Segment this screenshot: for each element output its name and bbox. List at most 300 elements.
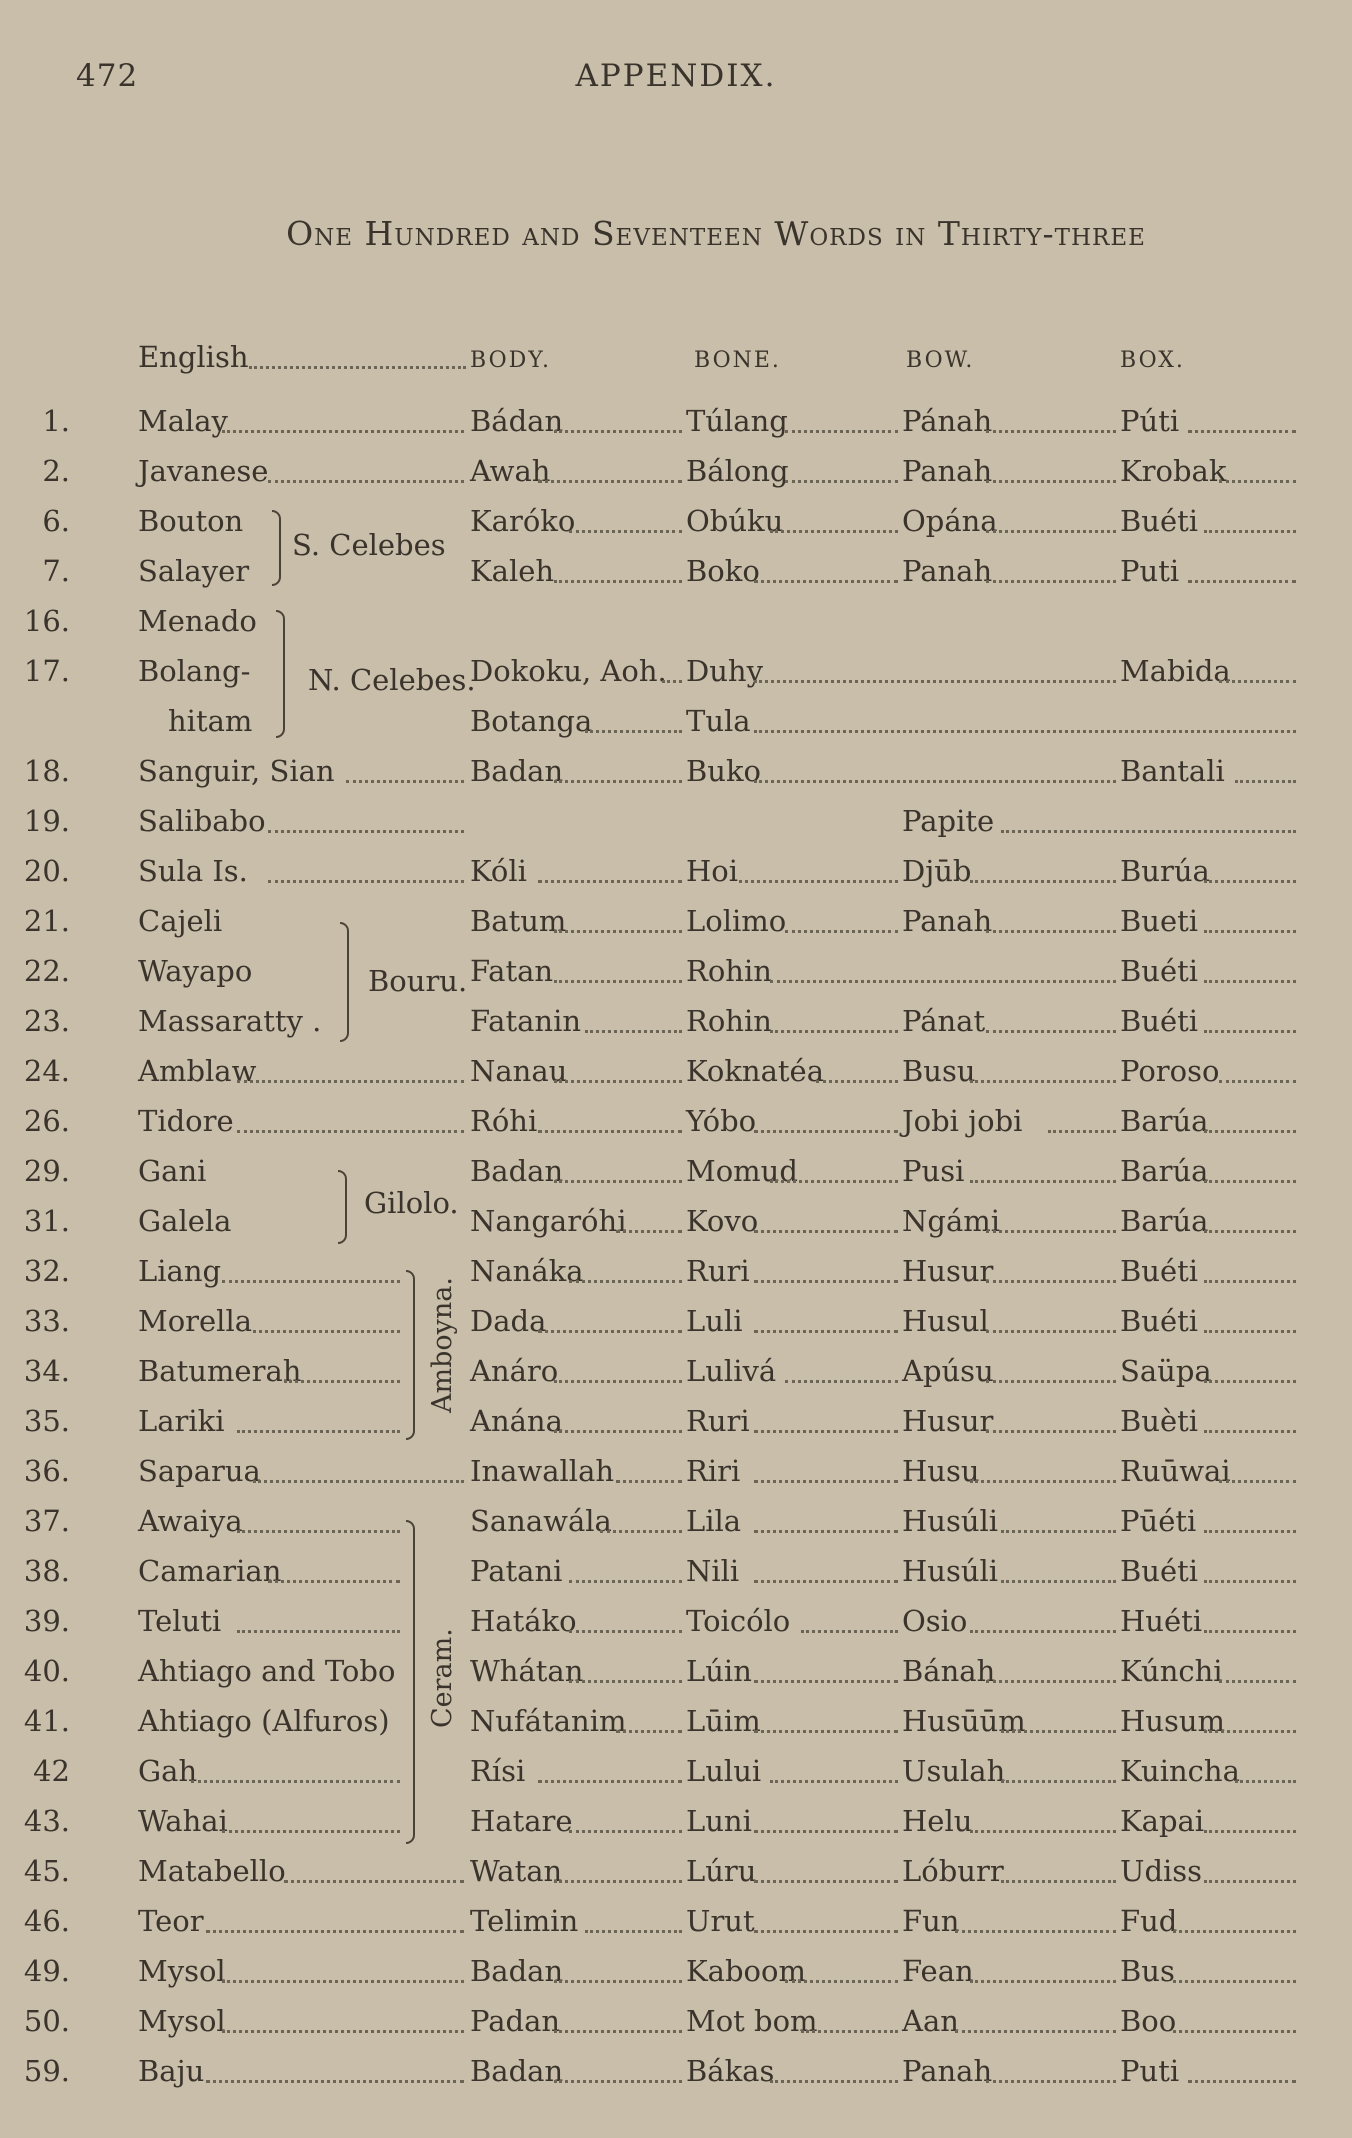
box-word: Udiss xyxy=(1120,1854,1203,1888)
dot-leader xyxy=(585,1926,683,1933)
language-name: Bolang- xyxy=(138,654,251,688)
ceram-label: Ceram. xyxy=(427,1628,458,1728)
body-word: Nufátanim xyxy=(470,1704,627,1738)
column-header-english: English xyxy=(138,340,249,374)
bow-word: Bánah xyxy=(902,1654,996,1688)
box-word: Kapai xyxy=(1120,1804,1205,1838)
bone-word: Luli xyxy=(686,1304,743,1338)
row-number: 23. xyxy=(23,1004,70,1038)
dot-leader xyxy=(785,1376,898,1383)
body-word: Anána xyxy=(470,1404,563,1438)
dot-leader xyxy=(1204,876,1297,883)
dot-leader xyxy=(222,2026,465,2033)
box-word: Kuincha xyxy=(1120,1754,1240,1788)
dot-leader xyxy=(284,1376,401,1383)
bone-word: Lūim xyxy=(686,1704,761,1738)
row-number: 26. xyxy=(23,1104,70,1138)
dot-leader xyxy=(1219,1076,1296,1083)
row-number: 46. xyxy=(23,1904,70,1938)
row-number: 21. xyxy=(23,904,70,938)
language-name: Gani xyxy=(138,1154,207,1188)
bone-word: Kaboom xyxy=(686,1954,806,1988)
bone-word: Buko xyxy=(686,754,762,788)
bone-word: Duhy xyxy=(686,654,763,688)
box-word: Puti xyxy=(1120,554,1180,588)
row-number: 31. xyxy=(23,1204,70,1238)
dot-leader xyxy=(600,1526,682,1533)
language-name: Gah xyxy=(138,1754,198,1788)
language-name: Wahai xyxy=(138,1804,228,1838)
row-number: 40. xyxy=(23,1654,70,1688)
gilolo-brace xyxy=(338,1170,347,1244)
dot-leader xyxy=(569,1826,682,1833)
row-number: 1. xyxy=(42,404,70,438)
bow-word: Papite xyxy=(902,804,995,838)
dot-leader xyxy=(986,526,1117,533)
bone-word: Luni xyxy=(686,1804,752,1838)
dot-leader xyxy=(616,1476,683,1483)
box-word: Husum xyxy=(1120,1704,1226,1738)
box-word: Boo xyxy=(1120,2004,1177,2038)
box-word: Burúa xyxy=(1120,854,1210,888)
dot-leader xyxy=(222,426,465,433)
bone-word: Lúru xyxy=(686,1854,757,1888)
dot-leader xyxy=(1188,2076,1296,2083)
dot-leader xyxy=(986,926,1117,933)
dot-leader xyxy=(754,1876,898,1883)
language-name: Galela xyxy=(138,1204,232,1238)
dot-leader xyxy=(1204,1376,1297,1383)
dot-leader xyxy=(754,1826,898,1833)
dot-leader xyxy=(986,1276,1117,1283)
dot-leader xyxy=(1204,1876,1297,1883)
row-number: 36. xyxy=(23,1454,70,1488)
dot-leader xyxy=(268,1576,400,1583)
box-word: Buéti xyxy=(1120,1554,1199,1588)
dot-leader xyxy=(986,2076,1117,2083)
row-number: 18. xyxy=(23,754,70,788)
dot-leader xyxy=(1188,576,1296,583)
dot-leader xyxy=(770,1176,899,1183)
running-head: APPENDIX. xyxy=(575,58,777,94)
bow-word: Pánah xyxy=(902,404,993,438)
dot-leader xyxy=(554,1076,683,1083)
ceram-brace xyxy=(406,1520,415,1844)
dot-leader xyxy=(554,1426,683,1433)
row-number: 20. xyxy=(23,854,70,888)
dot-leader xyxy=(770,1776,899,1783)
column-header-bow: BOW. xyxy=(906,348,975,373)
language-name: Morella xyxy=(138,1304,253,1338)
bow-word: Husu xyxy=(902,1454,980,1488)
bow-word: Fean xyxy=(902,1954,974,1988)
dot-leader xyxy=(785,926,898,933)
body-word: Whátan xyxy=(470,1654,584,1688)
s-celebes-brace xyxy=(272,510,281,586)
box-word: Saüpa xyxy=(1120,1354,1212,1388)
row-number: 41. xyxy=(23,1704,70,1738)
bow-word: Jobi jobi xyxy=(902,1104,1023,1138)
language-name: Malay xyxy=(138,404,228,438)
row-number: 45. xyxy=(23,1854,70,1888)
body-word: Rísi xyxy=(470,1754,526,1788)
bone-word: Urut xyxy=(686,1904,755,1938)
row-number: 59. xyxy=(23,2054,70,2088)
bow-word: Lóburr xyxy=(902,1854,1004,1888)
dot-leader xyxy=(538,1776,682,1783)
bone-word: Mot bom xyxy=(686,2004,818,2038)
dot-leader xyxy=(237,1426,400,1433)
language-name: Tidore xyxy=(138,1104,234,1138)
body-word: Badan xyxy=(470,1954,564,1988)
bow-word: Aan xyxy=(902,2004,959,2038)
dot-leader xyxy=(770,526,899,533)
bone-word: Hoi xyxy=(686,854,739,888)
bone-word: Momud xyxy=(686,1154,798,1188)
body-word: Nanáka xyxy=(470,1254,584,1288)
dot-leader xyxy=(554,926,683,933)
dot-leader xyxy=(754,1476,898,1483)
body-word: Batum xyxy=(470,904,567,938)
body-word: Hatare xyxy=(470,1804,573,1838)
body-word: Padan xyxy=(470,2004,561,2038)
bow-word: Husur xyxy=(902,1254,994,1288)
dot-leader xyxy=(754,1676,898,1683)
dot-leader xyxy=(1001,826,1296,833)
dot-leader xyxy=(1204,1126,1297,1133)
bow-word: Husúli xyxy=(902,1554,999,1588)
dot-leader xyxy=(237,1626,400,1633)
row-number: 43. xyxy=(23,1804,70,1838)
language-name: Teor xyxy=(138,1904,204,1938)
row-number: 33. xyxy=(23,1304,70,1338)
bow-word: Apúsu xyxy=(902,1354,994,1388)
dot-leader xyxy=(569,1576,682,1583)
body-word: Kóli xyxy=(470,854,527,888)
dot-leader xyxy=(191,1776,401,1783)
box-word: Buéti xyxy=(1120,1304,1199,1338)
dot-leader xyxy=(538,876,682,883)
dot-leader xyxy=(569,526,682,533)
bone-word: Lúin xyxy=(686,1654,752,1688)
dot-leader xyxy=(569,1276,682,1283)
row-number: 29. xyxy=(23,1154,70,1188)
box-word: Fud xyxy=(1120,1904,1178,1938)
dot-leader xyxy=(1173,1976,1297,1983)
row-number: 6. xyxy=(42,504,70,538)
language-name: Menado xyxy=(138,604,257,638)
bone-word: Kovo xyxy=(686,1204,759,1238)
row-number: 2. xyxy=(42,454,70,488)
box-word: Buéti xyxy=(1120,954,1199,988)
bow-word: Pusi xyxy=(902,1154,965,1188)
box-word: Buéti xyxy=(1120,504,1199,538)
dot-leader xyxy=(662,676,682,683)
row-number: 38. xyxy=(23,1554,70,1588)
dot-leader xyxy=(801,1626,899,1633)
dot-leader xyxy=(1173,2026,1297,2033)
s-celebes-label: S. Celebes xyxy=(292,528,446,562)
bone-word: Tula xyxy=(686,704,751,738)
dot-leader xyxy=(1188,426,1296,433)
bow-word: Panah xyxy=(902,554,993,588)
language-name: Baju xyxy=(138,2054,205,2088)
bone-word: Ruri xyxy=(686,1254,750,1288)
box-word: Púti xyxy=(1120,404,1180,438)
box-word: Ruūwai xyxy=(1120,1454,1231,1488)
dot-leader xyxy=(1204,1826,1297,1833)
box-word: Krobak xyxy=(1120,454,1227,488)
bow-word: Panah xyxy=(902,904,993,938)
body-word: Badan xyxy=(470,1154,564,1188)
dot-leader xyxy=(754,1126,898,1133)
dot-leader xyxy=(970,876,1116,883)
dot-leader xyxy=(754,1526,898,1533)
box-word: Kúnchi xyxy=(1120,1654,1223,1688)
language-name: Massaratty . xyxy=(138,1004,322,1038)
column-header-box: BOX. xyxy=(1120,348,1185,373)
dot-leader xyxy=(538,1326,682,1333)
dot-leader xyxy=(816,1076,898,1083)
body-word: Róhi xyxy=(470,1104,538,1138)
dot-leader xyxy=(785,426,898,433)
bone-word: Lila xyxy=(686,1504,742,1538)
body-word: Fatanin xyxy=(470,1004,582,1038)
bone-word: Rohin xyxy=(686,954,772,988)
box-word: Puti xyxy=(1120,2054,1180,2088)
page-number: 472 xyxy=(76,58,139,94)
box-word: Buèti xyxy=(1120,1404,1199,1438)
bow-word: Osio xyxy=(902,1604,968,1638)
dot-leader xyxy=(1219,1476,1296,1483)
table-title: One Hundred and Seventeen Words in Thirty-three xyxy=(286,214,1146,253)
language-name: Cajeli xyxy=(138,904,223,938)
dot-leader xyxy=(253,1326,401,1333)
body-word: Karóko xyxy=(470,504,576,538)
body-word: Dada xyxy=(470,1304,547,1338)
dot-leader xyxy=(1204,1526,1297,1533)
language-name: Teluti xyxy=(138,1604,222,1638)
dot-leader xyxy=(955,1926,1117,1933)
dot-leader xyxy=(554,1976,683,1983)
bow-word: Panah xyxy=(902,2054,993,2088)
dot-leader xyxy=(970,1176,1116,1183)
body-word: Telimin xyxy=(470,1904,579,1938)
dot-leader xyxy=(554,1176,683,1183)
bouru-brace xyxy=(340,922,349,1042)
dot-leader xyxy=(754,776,1116,783)
body-word: Kaleh xyxy=(470,554,555,588)
dot-leader xyxy=(585,1026,683,1033)
dot-leader xyxy=(1173,1926,1297,1933)
body-word: Badan xyxy=(470,754,564,788)
row-number: 19. xyxy=(23,804,70,838)
box-word: Barúa xyxy=(1120,1104,1209,1138)
dot-leader xyxy=(1235,1776,1297,1783)
row-number: 17. xyxy=(23,654,70,688)
language-name: Ahtiago and Tobo xyxy=(138,1654,396,1688)
dot-leader xyxy=(970,1476,1116,1483)
gilolo-label: Gilolo. xyxy=(364,1186,459,1220)
dot-leader xyxy=(754,676,1116,683)
column-header-bone: BONE. xyxy=(694,348,781,373)
body-word: Sanawála xyxy=(470,1504,612,1538)
body-word: Fatan xyxy=(470,954,554,988)
dot-leader xyxy=(538,476,682,483)
row-number: 32. xyxy=(23,1254,70,1288)
dot-leader xyxy=(754,1576,898,1583)
language-name: Javanese xyxy=(138,454,269,488)
dot-leader xyxy=(1204,1276,1297,1283)
dot-leader xyxy=(569,1626,682,1633)
row-number: 34. xyxy=(23,1354,70,1388)
dot-leader xyxy=(268,876,464,883)
amboyna-brace xyxy=(406,1270,415,1440)
dot-leader xyxy=(986,1426,1117,1433)
box-word: Poroso xyxy=(1120,1054,1220,1088)
box-word: Barúa xyxy=(1120,1154,1209,1188)
dot-leader xyxy=(1219,676,1296,683)
row-number: 24. xyxy=(23,1054,70,1088)
dot-leader xyxy=(955,2026,1117,2033)
dot-leader xyxy=(1204,1726,1297,1733)
bouru-label: Bouru. xyxy=(368,964,468,998)
dot-leader xyxy=(1204,976,1297,983)
box-word: Pūéti xyxy=(1120,1504,1197,1538)
dot-leader xyxy=(754,576,898,583)
dot-leader xyxy=(554,1376,683,1383)
n-celebes-label: N. Celebes. xyxy=(308,663,476,697)
dot-leader xyxy=(284,1876,465,1883)
bow-word: Husul xyxy=(902,1304,989,1338)
body-word: Awah xyxy=(470,454,551,488)
dot-leader xyxy=(554,1876,683,1883)
dot-leader xyxy=(616,1226,683,1233)
language-name: Salibabo xyxy=(138,804,266,838)
dot-leader xyxy=(1204,926,1297,933)
dot-leader xyxy=(554,2076,683,2083)
bow-word: Panah xyxy=(902,454,993,488)
bone-word: Túlang xyxy=(686,404,788,438)
bone-word: Lului xyxy=(686,1754,762,1788)
dot-leader xyxy=(1001,1726,1116,1733)
dot-leader xyxy=(569,1676,682,1683)
language-name: Bouton xyxy=(138,504,244,538)
dot-leader xyxy=(986,1226,1117,1233)
row-number: 22. xyxy=(23,954,70,988)
dot-leader xyxy=(268,476,464,483)
language-name: Sula Is. xyxy=(138,854,248,888)
box-word: Bantali xyxy=(1120,754,1225,788)
bow-word: Husúli xyxy=(902,1504,999,1538)
bone-word: Rohin xyxy=(686,1004,772,1038)
dot-leader xyxy=(1204,526,1297,533)
dot-leader xyxy=(1001,1526,1116,1533)
box-word: Bueti xyxy=(1120,904,1199,938)
dot-leader xyxy=(970,1626,1116,1633)
dot-leader xyxy=(1235,776,1297,783)
box-word: Buéti xyxy=(1120,1004,1199,1038)
row-number: 35. xyxy=(23,1404,70,1438)
dot-leader xyxy=(970,1076,1116,1083)
dot-leader xyxy=(554,576,683,583)
amboyna-label: Amboyna. xyxy=(427,1277,458,1413)
dot-leader xyxy=(785,476,898,483)
box-word: Huéti xyxy=(1120,1604,1203,1638)
dot-leader xyxy=(237,1526,400,1533)
dot-leader xyxy=(986,476,1117,483)
language-name: Awaiya xyxy=(138,1504,243,1538)
dot-leader xyxy=(1001,1776,1116,1783)
body-word: Watan xyxy=(470,1854,563,1888)
language-name: Liang xyxy=(138,1254,222,1288)
language-name: hitam xyxy=(168,704,253,738)
dot-leader xyxy=(1204,1576,1297,1583)
language-name: Amblaw xyxy=(138,1054,257,1088)
dot-leader xyxy=(754,1326,898,1333)
dot-leader xyxy=(249,362,466,369)
language-name: Lariki xyxy=(138,1404,225,1438)
body-word: Hatáko xyxy=(470,1604,577,1638)
dot-leader xyxy=(986,1326,1117,1333)
dot-leader xyxy=(538,1126,682,1133)
dot-leader xyxy=(554,2026,683,2033)
bow-word: Husūūm xyxy=(902,1704,1026,1738)
body-word: Nangaróhi xyxy=(470,1204,627,1238)
dot-leader xyxy=(222,1276,401,1283)
language-name: Salayer xyxy=(138,554,250,588)
bone-word: Bálong xyxy=(686,454,789,488)
dot-leader xyxy=(268,826,464,833)
box-word: Buéti xyxy=(1120,1254,1199,1288)
bow-word: Usulah xyxy=(902,1754,1006,1788)
dot-leader xyxy=(770,1026,899,1033)
dot-leader xyxy=(801,2026,899,2033)
row-number: 16. xyxy=(23,604,70,638)
row-number: 37. xyxy=(23,1504,70,1538)
body-word: Bádan xyxy=(470,404,564,438)
bow-word: Pánat xyxy=(902,1004,986,1038)
n-celebes-brace xyxy=(276,610,285,738)
body-word: Inawallah xyxy=(470,1454,615,1488)
dot-leader xyxy=(754,726,1296,733)
dot-leader xyxy=(554,776,683,783)
dot-leader xyxy=(986,426,1117,433)
dot-leader xyxy=(754,1426,898,1433)
dot-leader xyxy=(206,1926,464,1933)
row-number: 50. xyxy=(23,2004,70,2038)
dot-leader xyxy=(754,1226,898,1233)
row-number: 39. xyxy=(23,1604,70,1638)
box-word: Mabida xyxy=(1120,654,1231,688)
dot-leader xyxy=(1219,476,1296,483)
body-word: Patani xyxy=(470,1554,563,1588)
dot-leader xyxy=(986,1676,1117,1683)
dot-leader xyxy=(770,976,1117,983)
bone-word: Toicólo xyxy=(686,1604,791,1638)
bow-word: Djūb xyxy=(902,854,972,888)
dot-leader xyxy=(222,1976,465,1983)
row-number: 7. xyxy=(42,554,70,588)
dot-leader xyxy=(1219,1676,1296,1683)
language-name: Batumerah xyxy=(138,1354,302,1388)
dot-leader xyxy=(754,1276,898,1283)
bow-word: Ngámi xyxy=(902,1204,1001,1238)
dot-leader xyxy=(346,776,465,783)
bone-word: Obúku xyxy=(686,504,784,538)
dot-leader xyxy=(222,1826,401,1833)
dot-leader xyxy=(739,876,899,883)
